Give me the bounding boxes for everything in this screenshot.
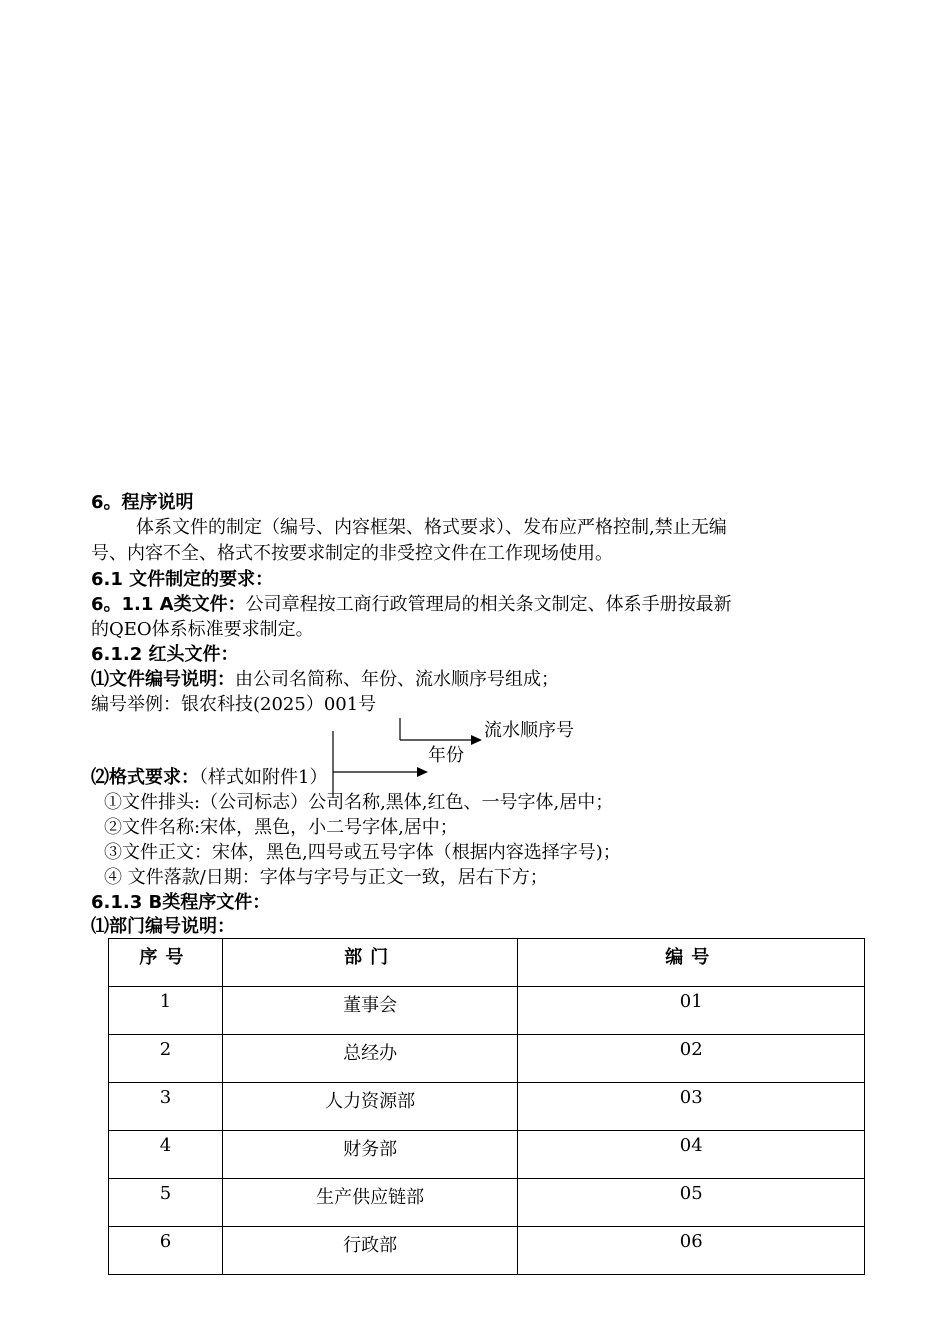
s611-a-line-2: 的QEO体系标准要求制定。 <box>91 619 314 640</box>
cell-dept: 生产供应链部 <box>222 1179 518 1227</box>
section-heading: 6。程序说明 <box>91 492 194 513</box>
s612-num-label: ⑴文件编号说明： <box>91 669 235 690</box>
cell-seq: 5 <box>109 1179 223 1227</box>
format-item-4: ④ 文件落款/日期：字体与字号与正文一致，居右下方； <box>104 867 548 888</box>
format-label: ⑵格式要求： <box>91 767 199 788</box>
s612-heading: 6.1.2 红头文件： <box>91 644 239 665</box>
s611-a-text: 公司章程按工商行政管理局的相关条文制定、体系手册按最新 <box>245 594 732 615</box>
format-item-2: ②文件名称:宋体，黑色，小二号字体,居中； <box>104 817 458 838</box>
number-example: 编号举例：银农科技(2025）001号 <box>91 694 377 715</box>
cell-dept: 财务部 <box>222 1131 518 1179</box>
table-row <box>109 1179 865 1227</box>
cell-dept: 人力资源部 <box>222 1083 518 1131</box>
format-item-3: ③文件正文：宋体，黑色,四号或五号字体（根据内容选择字号)； <box>104 842 621 863</box>
intro-line-2: 号、内容不全、格式不按要求制定的非受控文件在工作现场使用。 <box>91 543 613 564</box>
cell-seq: 1 <box>109 987 223 1035</box>
s611-heading: 6.1 文件制定的要求： <box>91 569 274 590</box>
header-seq: 序号 <box>109 939 223 987</box>
cell-code: 04 <box>518 1131 865 1179</box>
s611-a-label: 6。1.1 A类文件： <box>91 594 246 615</box>
s613-heading: 6.1.3 B类程序文件： <box>91 892 271 913</box>
diagram-year-label: 年份 <box>428 745 464 766</box>
table-row <box>109 987 865 1035</box>
table-row <box>109 1083 865 1131</box>
cell-code: 06 <box>518 1227 865 1275</box>
year-arrowhead <box>417 767 428 777</box>
cell-seq: 2 <box>109 1035 223 1083</box>
table-row <box>109 1131 865 1179</box>
department-table <box>108 938 865 1275</box>
cell-seq: 3 <box>109 1083 223 1131</box>
table-header-row <box>109 939 865 987</box>
cell-code: 02 <box>518 1035 865 1083</box>
header-code: 编号 <box>518 939 865 987</box>
header-dept: 部门 <box>222 939 518 987</box>
serial-arrowhead <box>471 735 482 745</box>
cell-dept: 总经办 <box>222 1035 518 1083</box>
diagram-serial-label: 流水顺序号 <box>484 720 574 741</box>
cell-seq: 6 <box>109 1227 223 1275</box>
cell-seq: 4 <box>109 1131 223 1179</box>
cell-dept: 行政部 <box>222 1227 518 1275</box>
format-line <box>91 767 327 789</box>
cell-code: 01 <box>518 987 865 1035</box>
cell-code: 05 <box>518 1179 865 1227</box>
s612-num-text: 由公司名简称、年份、流水顺序号组成； <box>235 669 559 690</box>
dept-label: ⑴部门编号说明： <box>91 916 235 937</box>
format-item-1: ①文件排头:（公司标志）公司名称,黑体,红色、一号字体,居中； <box>104 792 614 813</box>
cell-dept: 董事会 <box>222 987 518 1035</box>
table-row <box>109 1227 865 1275</box>
cell-code: 03 <box>518 1083 865 1131</box>
format-note: （样式如附件1） <box>199 767 328 788</box>
intro-line-1: 体系文件的制定（编号、内容框架、格式要求）、发布应严格控制,禁止无编 <box>136 517 727 538</box>
table-row <box>109 1035 865 1083</box>
